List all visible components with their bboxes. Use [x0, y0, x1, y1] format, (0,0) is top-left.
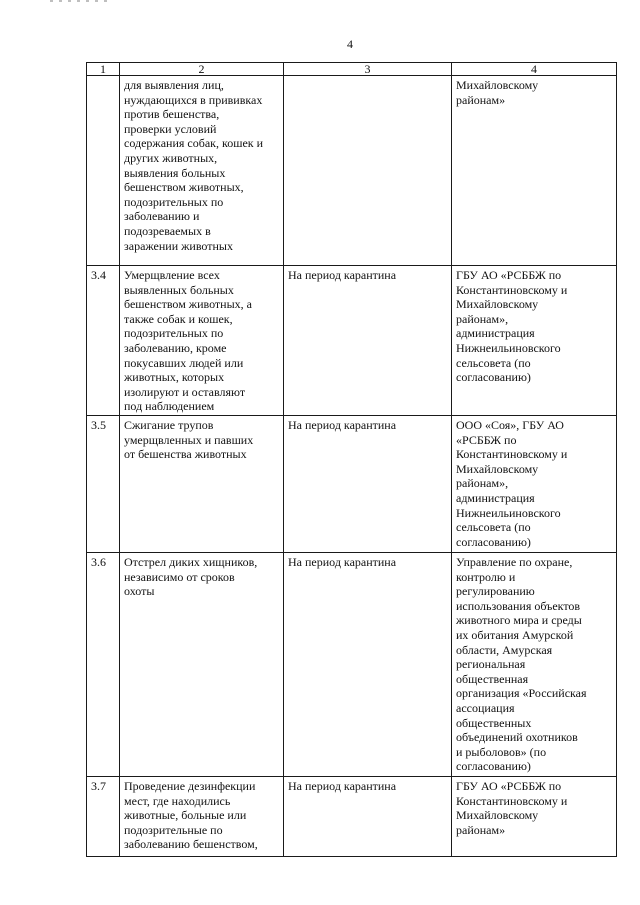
measure-text: для выявления лиц, нуждающихся в прививках против бешенства, проверки условий содержания собак, кошек и других животных, выявления больных бешенством животных, подозрительных по заболеванию и подозреваемых в заражении животных	[120, 76, 284, 266]
row-number	[87, 76, 120, 266]
responsible-text: ГБУ АО «РСББЖ по Константиновскому и Михайловскому районам», администрация Нижнеильиновского сельсовета (по согласованию)	[452, 266, 617, 416]
scan-artifact	[50, 0, 110, 2]
page-number: 4	[347, 37, 353, 51]
responsible-text: Михайловскому районам»	[452, 76, 617, 266]
period-text	[284, 76, 452, 266]
header-col-1: 1	[87, 63, 120, 76]
table-row	[87, 416, 617, 553]
responsible-text: ГБУ АО «РСББЖ по Константиновскому и Михайловскому районам»	[452, 777, 617, 857]
header-col-4: 4	[452, 63, 617, 76]
row-number: 3.6	[87, 553, 120, 777]
quarantine-measures-table	[86, 62, 617, 857]
header-col-3: 3	[284, 63, 452, 76]
period-text: На период карантина	[284, 553, 452, 777]
period-text: На период карантина	[284, 777, 452, 857]
responsible-text: ООО «Соя», ГБУ АО «РСББЖ по Константиновскому и Михайловскому районам», администрация Нижнеильиновского сельсовета (по согласованию)	[452, 416, 617, 553]
measure-text: Проведение дезинфекции мест, где находились животные, больные или подозрительные по заболеванию бешенством,	[120, 777, 284, 857]
table-header-row	[87, 63, 617, 76]
responsible-text: Управление по охране, контролю и регулированию использования объектов животного мира и среды их обитания Амурской области, Амурская региональная общественная организация «Российская ассоциация общественных объединений охотников и рыболовов» (по согласованию)	[452, 553, 617, 777]
table-row	[87, 553, 617, 777]
row-number: 3.4	[87, 266, 120, 416]
period-text: На период карантина	[284, 266, 452, 416]
measure-text: Сжигание трупов умерщвленных и павших от бешенства животных	[120, 416, 284, 553]
header-col-2: 2	[120, 63, 284, 76]
table-row	[87, 777, 617, 857]
measure-text: Умерщвление всех выявленных больных бешенством животных, а также собак и кошек, подозрительных по заболеванию, кроме покусавших людей или животных, которых изолируют и оставляют под наблюдением	[120, 266, 284, 416]
measure-text: Отстрел диких хищников, независимо от сроков охоты	[120, 553, 284, 777]
row-number: 3.5	[87, 416, 120, 553]
row-number: 3.7	[87, 777, 120, 857]
table-row	[87, 76, 617, 266]
table-row	[87, 266, 617, 416]
period-text: На период карантина	[284, 416, 452, 553]
